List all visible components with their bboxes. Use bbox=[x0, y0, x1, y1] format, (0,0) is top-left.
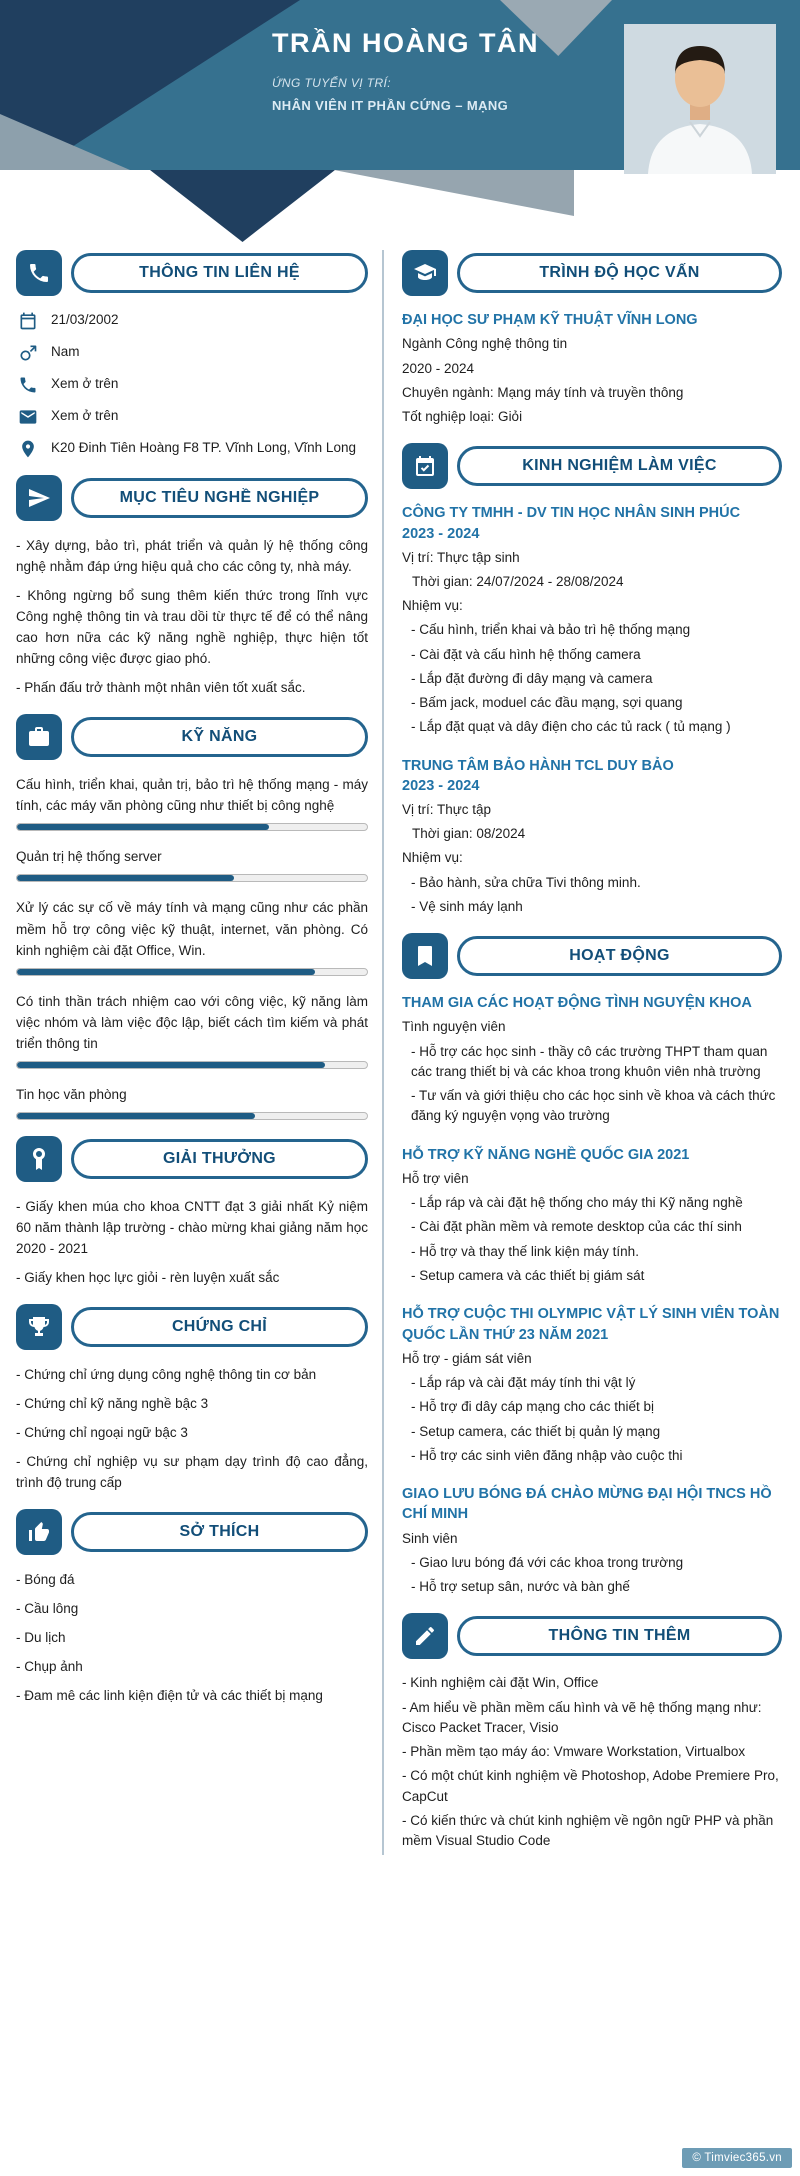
additional-section-title: THÔNG TIN THÊM bbox=[457, 1616, 782, 1656]
skills-section-header bbox=[16, 714, 368, 760]
phone-icon bbox=[16, 250, 62, 296]
activity-bullet: - Hỗ trợ các sinh viên đăng nhập vào cuộc thi bbox=[411, 1447, 683, 1463]
skill-item bbox=[16, 897, 368, 975]
skill-bar-fill bbox=[17, 1113, 255, 1119]
hobby-item: - Cầu lông bbox=[16, 1601, 79, 1617]
objective-section-title: MỤC TIÊU NGHỀ NGHIỆP bbox=[71, 478, 368, 518]
gender-value: Nam bbox=[51, 344, 80, 359]
activity-bullet: - Setup camera và các thiết bị giám sát bbox=[411, 1267, 645, 1283]
skill-item bbox=[16, 846, 368, 882]
profile-photo bbox=[624, 24, 776, 174]
skill-label: Xử lý các sự cố về máy tính và mạng cũng như các phần mềm hỗ trợ công việc kỹ thuật, internet, văn phòng. Có kinh nghiệm cài đặt Office, Win. bbox=[16, 900, 368, 958]
activity-heading: HỖ TRỢ KỸ NĂNG NGHỀ QUỐC GIA 2021 bbox=[402, 1146, 690, 1163]
location-icon bbox=[18, 439, 38, 459]
skill-bar-fill bbox=[17, 875, 234, 881]
right-column bbox=[402, 250, 788, 1855]
activity-role: Hỗ trợ viên bbox=[402, 1170, 469, 1186]
activity-role: Hỗ trợ - giám sát viên bbox=[402, 1350, 532, 1366]
job-period: 2023 - 2024 bbox=[402, 525, 480, 542]
pencil-icon bbox=[402, 1613, 448, 1659]
phone-icon bbox=[18, 375, 38, 395]
hobby-item: - Du lịch bbox=[16, 1630, 66, 1646]
skill-item bbox=[16, 774, 368, 831]
activity-heading: HỖ TRỢ CUỘC THI OLYMPIC VẬT LÝ SINH VIÊN TOÀN QUỐC LẦN THỨ 23 NĂM 2021 bbox=[402, 1306, 780, 1343]
skill-label: Tin học văn phòng bbox=[16, 1086, 127, 1102]
section-awards bbox=[16, 1136, 368, 1288]
skill-label: Cấu hình, triển khai, quản trị, bảo trì hệ thống mạng - máy tính, các máy văn phòng cũng như thiết bị công nghệ bbox=[16, 777, 368, 814]
hobby-item: - Đam mê các linh kiện điện tử và các thiết bị mạng bbox=[16, 1688, 323, 1704]
certificates-section-header bbox=[16, 1304, 368, 1350]
experience-entry bbox=[402, 503, 782, 737]
education-line: Chuyên ngành: Mạng máy tính và truyền thông bbox=[402, 384, 684, 400]
phone-value: Xem ở trên bbox=[51, 376, 119, 391]
job-time: Thời gian: 08/2024 bbox=[412, 826, 526, 842]
skill-label: Có tinh thần trách nhiệm cao với công việc, kỹ năng làm việc nhóm và làm việc độc lập, biết cách tìm kiếm và phát triển thông tin bbox=[16, 993, 368, 1051]
activity-bullet: - Setup camera, các thiết bị quản lý mạng bbox=[411, 1423, 661, 1439]
certificates-section-title: CHỨNG CHỈ bbox=[71, 1307, 368, 1347]
certificate-item: - Chứng chỉ nghiệp vụ sư phạm dạy trình độ cao đẳng, trình độ trung cấp bbox=[16, 1454, 368, 1491]
certificate-item: - Chứng chỉ ứng dụng công nghệ thông tin cơ bản bbox=[16, 1366, 317, 1382]
additional-item: - Phần mềm tạo máy áo: Vmware Workstation, Virtualbox bbox=[402, 1744, 746, 1760]
section-certificates bbox=[16, 1304, 368, 1493]
additional-item: - Có kiến thức và chút kinh nghiệm về ngôn ngữ PHP và phần mềm Visual Studio Code bbox=[402, 1812, 774, 1849]
education-line: Ngành Công nghệ thông tin bbox=[402, 336, 568, 352]
activity-bullet: - Lắp ráp và cài đặt máy tính thi vật lý bbox=[411, 1375, 636, 1391]
skill-bar bbox=[16, 874, 368, 882]
certificate-item: - Chứng chỉ ngoại ngữ bậc 3 bbox=[16, 1425, 188, 1441]
email-value: Xem ở trên bbox=[51, 408, 119, 423]
activities-section-header bbox=[402, 933, 782, 979]
activity-heading: GIAO LƯU BÓNG ĐÁ CHÀO MỪNG ĐẠI HỘI TNCS HỒ CHÍ MINH bbox=[402, 1486, 772, 1523]
content-columns bbox=[0, 170, 800, 1915]
activity-entry bbox=[402, 1145, 782, 1287]
section-education bbox=[402, 250, 782, 427]
hobbies-section-header bbox=[16, 1509, 368, 1555]
skill-bar bbox=[16, 1112, 368, 1120]
section-hobbies bbox=[16, 1509, 368, 1706]
column-divider bbox=[382, 250, 384, 1855]
contact-row-email bbox=[18, 406, 366, 427]
candidate-name: TRẦN HOÀNG TÂN bbox=[272, 28, 539, 58]
objective-paragraph: - Xây dựng, bảo trì, phát triển và quản lý hệ thống công nghệ nhằm đáp ứng hiệu quả cho các công ty, nhà máy. bbox=[16, 538, 368, 575]
objective-section-header bbox=[16, 475, 368, 521]
education-section-header bbox=[402, 250, 782, 296]
activity-entry bbox=[402, 993, 782, 1127]
calendar-icon bbox=[18, 311, 38, 331]
activity-bullet: - Cài đặt phần mềm và remote desktop của các thí sinh bbox=[411, 1219, 742, 1235]
activity-role: Sinh viên bbox=[402, 1530, 458, 1546]
site-credit-badge: © Timviec365.vn bbox=[682, 2148, 792, 2168]
skill-bar-fill bbox=[17, 824, 269, 830]
additional-item: - Kinh nghiệm cài đặt Win, Office bbox=[402, 1675, 599, 1691]
applied-position: NHÂN VIÊN IT PHẦN CỨNG – MẠNG bbox=[272, 98, 509, 113]
section-objective bbox=[16, 475, 368, 698]
skill-item bbox=[16, 1084, 368, 1120]
activity-bullet: - Giao lưu bóng đá với các khoa trong trường bbox=[411, 1554, 684, 1570]
job-time: Thời gian: 24/07/2024 - 28/08/2024 bbox=[412, 573, 624, 589]
skill-bar bbox=[16, 968, 368, 976]
tasks-label: Nhiệm vụ: bbox=[402, 850, 463, 866]
skill-bar-fill bbox=[17, 969, 315, 975]
award-item: - Giấy khen múa cho khoa CNTT đạt 3 giải nhất Kỷ niệm 60 năm thành lập trường - chào mừng khai giảng năm học 2020 - 2021 bbox=[16, 1198, 368, 1256]
gender-icon bbox=[18, 343, 38, 363]
skill-item bbox=[16, 991, 368, 1069]
skill-bar bbox=[16, 823, 368, 831]
award-item: - Giấy khen học lực giỏi - rèn luyện xuất sắc bbox=[16, 1269, 280, 1285]
skills-section-title: KỸ NĂNG bbox=[71, 717, 368, 757]
activity-bullet: - Lắp ráp và cài đặt hệ thống cho máy thi Kỹ năng nghề bbox=[411, 1195, 743, 1211]
job-period: 2023 - 2024 bbox=[402, 777, 480, 794]
birthdate-value: 21/03/2002 bbox=[51, 312, 119, 327]
briefcase-icon bbox=[16, 714, 62, 760]
section-skills bbox=[16, 714, 368, 1119]
contact-row-birthdate bbox=[18, 310, 366, 331]
section-contact bbox=[16, 250, 368, 459]
job-task: - Cấu hình, triển khai và bảo trì hệ thống mạng bbox=[411, 622, 691, 638]
job-position: Vị trí: Thực tập bbox=[402, 801, 492, 817]
skill-label: Quản trị hệ thống server bbox=[16, 849, 162, 865]
header-text-block bbox=[272, 28, 539, 113]
tasks-label: Nhiệm vụ: bbox=[402, 598, 463, 614]
section-activities bbox=[402, 933, 782, 1597]
job-task: - Lắp đặt đường đi dây mạng và camera bbox=[411, 670, 653, 686]
skill-bar-fill bbox=[17, 1062, 325, 1068]
activity-bullet: - Tư vấn và giới thiệu cho các học sinh về khoa và cách thức đăng ký nguyện vọng vào trường bbox=[411, 1088, 776, 1124]
activity-entry bbox=[402, 1304, 782, 1466]
graduation-cap-icon bbox=[402, 250, 448, 296]
medal-icon bbox=[16, 1136, 62, 1182]
apply-label: ỨNG TUYỂN VỊ TRÍ: bbox=[272, 76, 391, 90]
company-name: CÔNG TY TMHH - DV TIN HỌC NHÂN SINH PHÚC bbox=[402, 505, 741, 522]
activity-bullet: - Hỗ trợ các học sinh - thầy cô các trường THPT tham quan các trang thiết bị và các khoa trong khuôn viên nhà trường bbox=[411, 1043, 768, 1079]
contact-section-title: THÔNG TIN LIÊN HỆ bbox=[71, 253, 368, 293]
activity-role: Tình nguyện viên bbox=[402, 1019, 506, 1035]
paper-plane-icon bbox=[16, 475, 62, 521]
contact-row-address bbox=[18, 438, 366, 459]
job-position: Vị trí: Thực tập sinh bbox=[402, 549, 520, 565]
additional-section-header bbox=[402, 1613, 782, 1659]
calendar-check-icon bbox=[402, 443, 448, 489]
section-experience bbox=[402, 443, 782, 917]
activity-bullet: - Hỗ trợ setup sân, nước và bàn ghế bbox=[411, 1579, 630, 1595]
education-line: Tốt nghiệp loại: Giỏi bbox=[402, 409, 523, 425]
additional-item: - Am hiểu về phần mềm cấu hình và vẽ hệ thống mạng như: Cisco Packet Tracer, Visio bbox=[402, 1699, 762, 1735]
activity-heading: THAM GIA CÁC HOẠT ĐỘNG TÌNH NGUYỆN KHOA bbox=[402, 995, 752, 1012]
job-task: - Lắp đặt quạt và dây điện cho các tủ rack ( tủ mạng ) bbox=[411, 719, 731, 735]
experience-section-title: KINH NGHIỆM LÀM VIỆC bbox=[457, 446, 782, 486]
thumbs-up-icon bbox=[16, 1509, 62, 1555]
education-section-title: TRÌNH ĐỘ HỌC VẤN bbox=[457, 253, 782, 293]
certificate-item: - Chứng chỉ kỹ năng nghề bậc 3 bbox=[16, 1396, 209, 1412]
hobby-item: - Bóng đá bbox=[16, 1572, 75, 1588]
trophy-icon bbox=[16, 1304, 62, 1350]
objective-paragraph: - Không ngừng bổ sung thêm kiến thức trong lĩnh vực Công nghệ thông tin và trau dồi từ thực tế để có thể nâng cao hơn nữa các kỹ năng nghề nghiệp, thực hiện tốt những công việc được giao phó. bbox=[16, 588, 368, 667]
contact-row-phone bbox=[18, 374, 366, 395]
activity-bullet: - Hỗ trợ và thay thế link kiện máy tính. bbox=[411, 1243, 639, 1259]
address-value: K20 Đinh Tiên Hoàng F8 TP. Vĩnh Long, Vĩnh Long bbox=[51, 440, 356, 455]
contact-section-header bbox=[16, 250, 368, 296]
hobbies-section-title: SỞ THÍCH bbox=[71, 1512, 368, 1552]
hobby-item: - Chụp ảnh bbox=[16, 1659, 83, 1675]
bookmark-icon bbox=[402, 933, 448, 979]
company-name: TRUNG TÂM BẢO HÀNH TCL DUY BẢO bbox=[402, 757, 674, 774]
left-column bbox=[16, 250, 368, 1855]
awards-section-header bbox=[16, 1136, 368, 1182]
skill-bar bbox=[16, 1061, 368, 1069]
section-additional-info bbox=[402, 1613, 782, 1851]
activities-section-title: HOẠT ĐỘNG bbox=[457, 936, 782, 976]
email-icon bbox=[18, 407, 38, 427]
education-line: 2020 - 2024 bbox=[402, 360, 475, 376]
objective-paragraph: - Phấn đấu trở thành một nhân viên tốt xuất sắc. bbox=[16, 680, 306, 696]
school-name: ĐẠI HỌC SƯ PHẠM KỸ THUẬT VĨNH LONG bbox=[402, 312, 698, 328]
header bbox=[0, 0, 800, 170]
activity-entry bbox=[402, 1484, 782, 1597]
job-task: - Bảo hành, sửa chữa Tivi thông minh. bbox=[411, 874, 641, 890]
job-task: - Bấm jack, moduel các đầu mạng, sợi quang bbox=[411, 695, 683, 711]
experience-section-header bbox=[402, 443, 782, 489]
contact-row-gender bbox=[18, 342, 366, 363]
experience-entry bbox=[402, 756, 782, 918]
job-task: - Vệ sinh máy lạnh bbox=[411, 898, 523, 914]
activity-bullet: - Hỗ trợ đi dây cáp mạng cho các thiết bị bbox=[411, 1399, 654, 1415]
portrait-illustration bbox=[624, 24, 776, 174]
job-task: - Cài đặt và cấu hình hệ thống camera bbox=[411, 646, 641, 662]
additional-item: - Có một chút kinh nghiệm về Photoshop, Adobe Premiere Pro, CapCut bbox=[402, 1768, 779, 1804]
awards-section-title: GIẢI THƯỞNG bbox=[71, 1139, 368, 1179]
